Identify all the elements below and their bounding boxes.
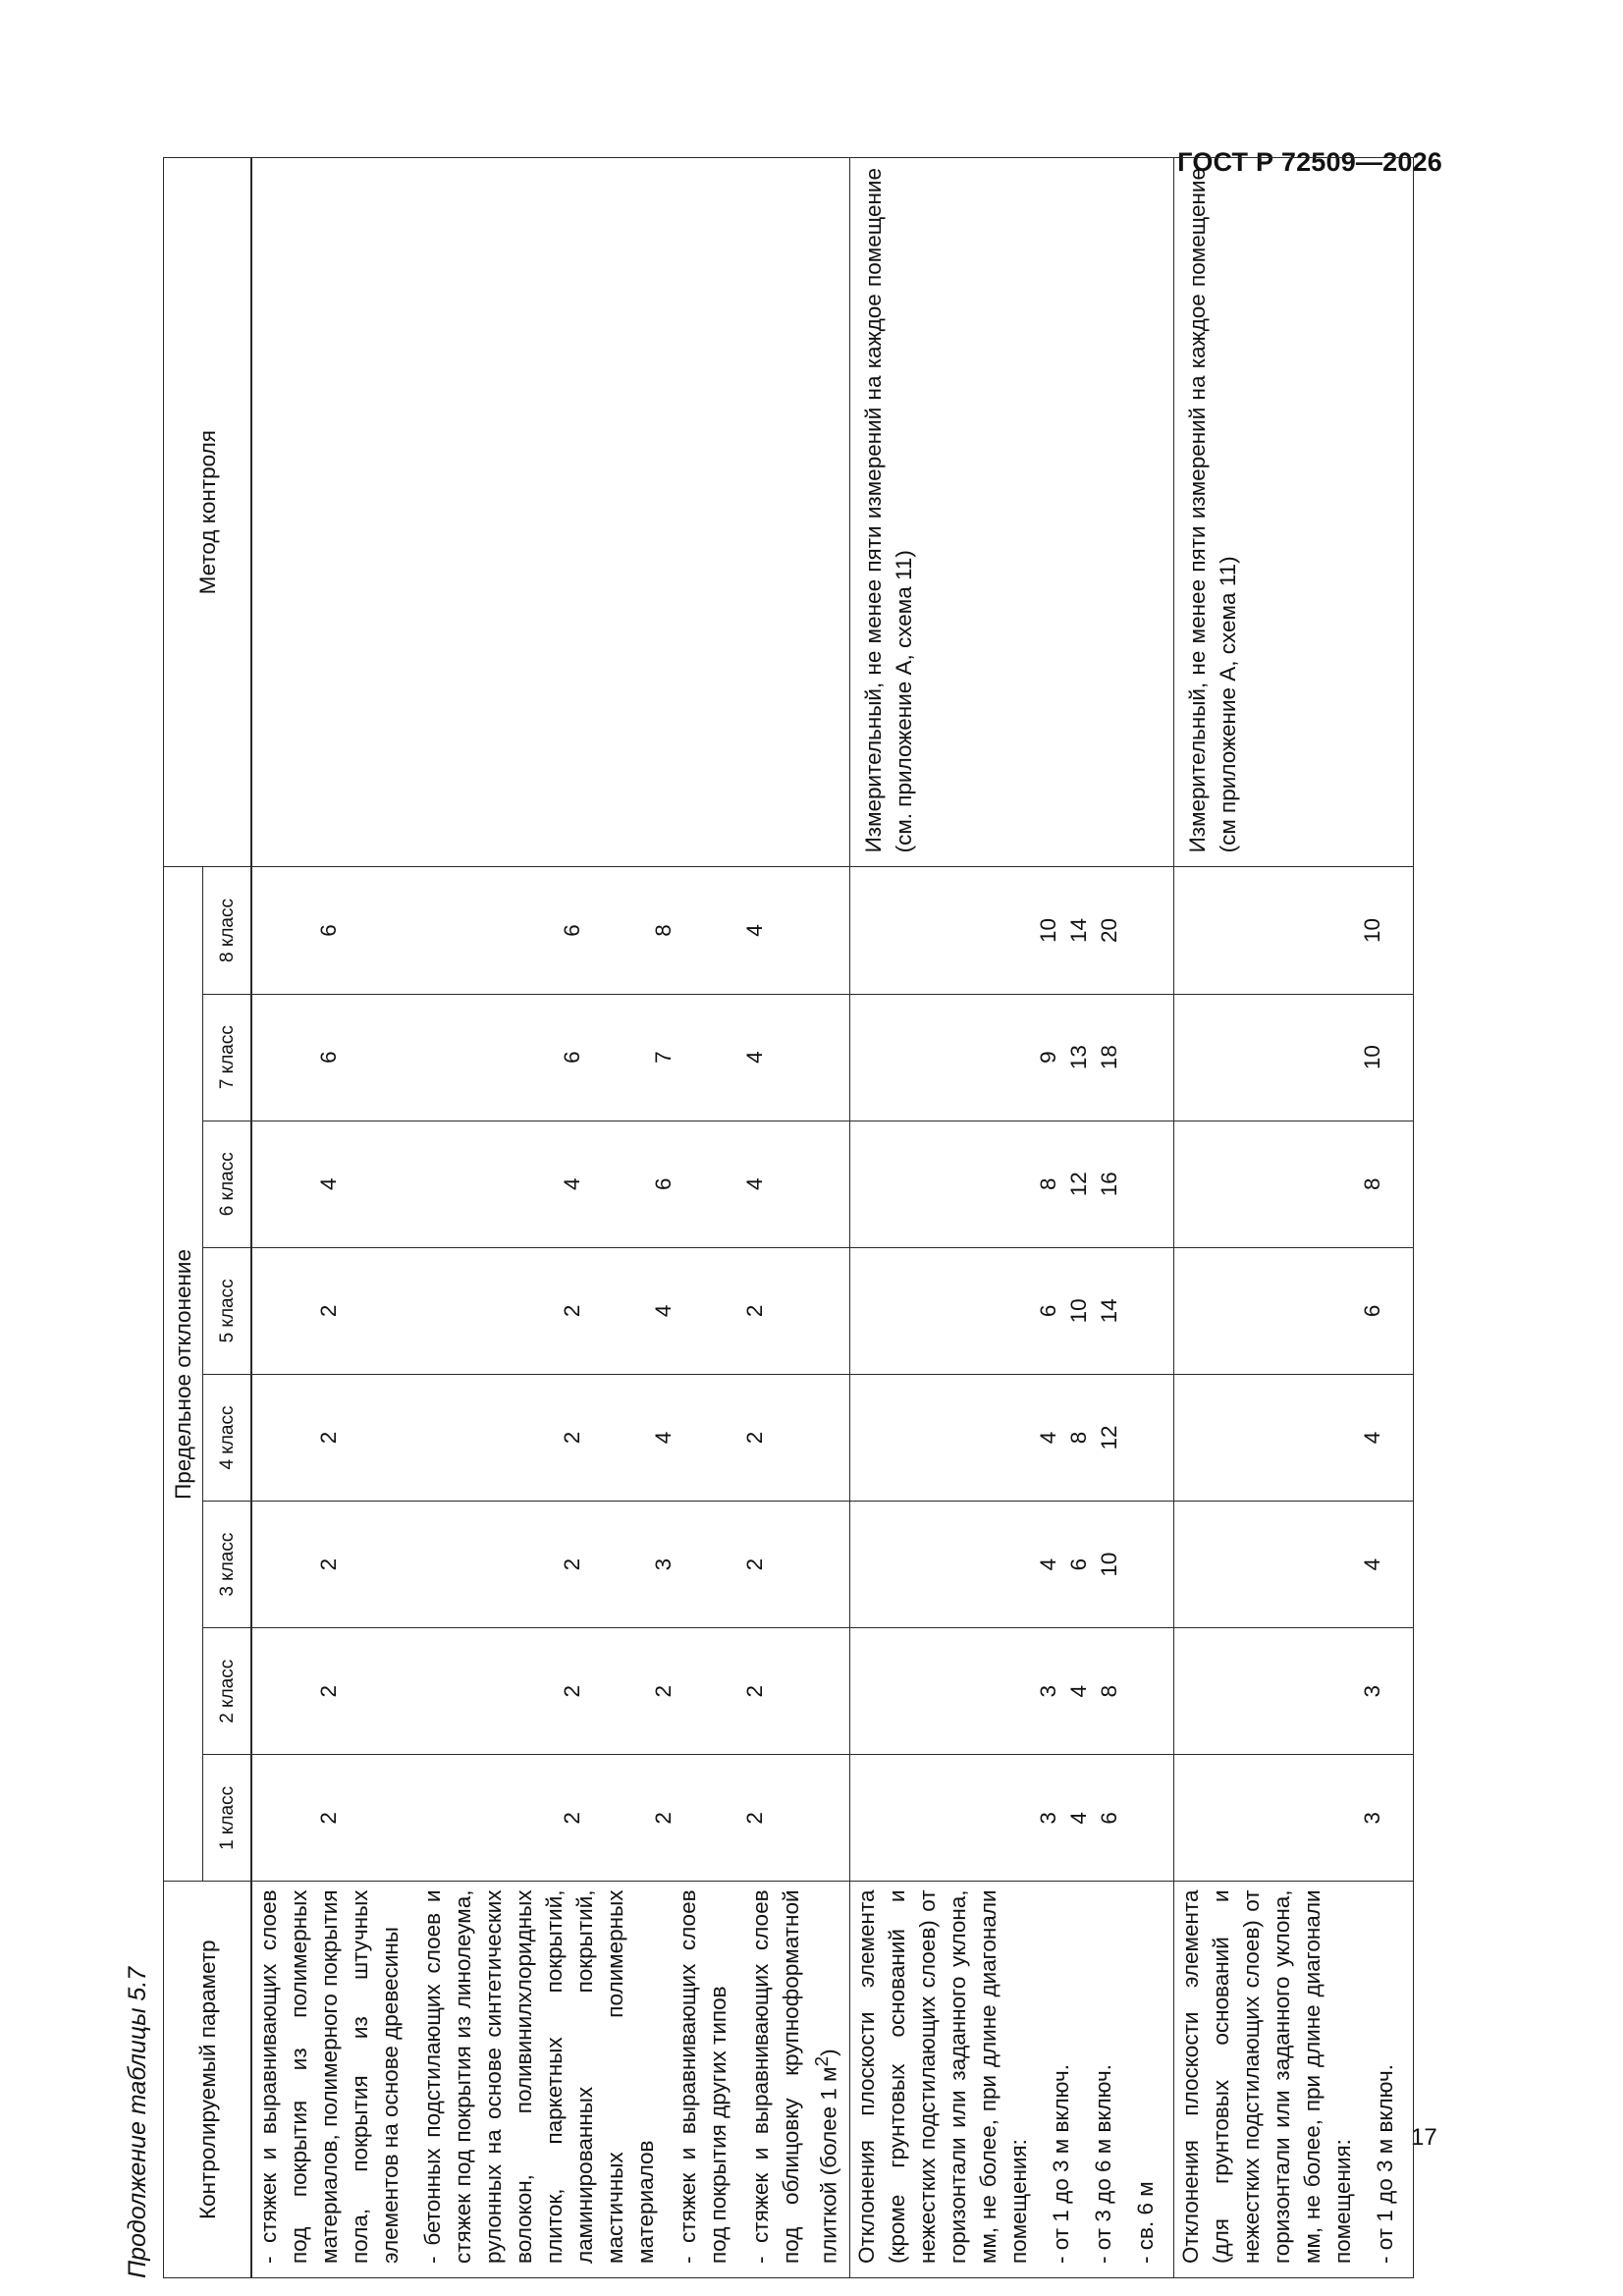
param-text: Отклонения плоскости элемента (для грунтовых оснований и нежестких подстилающих слоев) от горизонтали или заданного уклона, мм, не более, при длине диагонали помещения: xyxy=(1178,1889,1355,2264)
value-cell: 4 xyxy=(742,924,767,937)
value-cell: 18 xyxy=(1097,1045,1121,1070)
value-cell: 2 xyxy=(651,1685,676,1698)
value-cell: 6 xyxy=(560,1051,584,1064)
table-row xyxy=(1174,158,1414,2278)
value-cell: 7 xyxy=(651,1051,676,1064)
value-cell: 2 xyxy=(560,1431,584,1445)
param-text: - бетонных подстилающих слоев и стяжек под покрытия из линолеума, рулонных на основе синтетических волокон, поливинилхлоридных плиток, паркетных покрытий, ламинированных покрытий, мастичных полимерных материалов xyxy=(420,1889,658,2264)
deviation-column-header: Предельное отклонение xyxy=(164,867,203,1882)
value-cell: 2 xyxy=(742,1685,767,1698)
class-header: 8 класс xyxy=(203,867,251,994)
document-header: ГОСТ Р 72509—2026 xyxy=(1177,147,1442,177)
value-cell: 3 xyxy=(1360,1812,1384,1825)
value-cell: 12 xyxy=(1066,1172,1091,1197)
value-cell: 3 xyxy=(1036,1685,1060,1698)
value-cell: 3 xyxy=(1360,1685,1384,1698)
value-cell: 4 xyxy=(651,1304,676,1318)
deviation-table xyxy=(163,157,1414,2278)
rotated-table-block xyxy=(110,136,1514,2278)
page-number: 17 xyxy=(1411,2124,1437,2151)
value-cell: 2 xyxy=(316,1558,341,1571)
range-label: - св. 6 м xyxy=(1133,2181,1158,2264)
value-cell: 10 xyxy=(1036,918,1060,944)
value-cell: 16 xyxy=(1097,1172,1121,1197)
range-label: - от 1 до 3 м включ. xyxy=(1373,2064,1397,2264)
value-cell: 8 xyxy=(1097,1685,1121,1698)
value-cell: 10 xyxy=(1360,918,1384,944)
value-cell: 9 xyxy=(1036,1051,1060,1064)
value-cell: 4 xyxy=(742,1177,767,1191)
table-caption: Продолжение таблицы 5.7 xyxy=(124,1966,151,2278)
value-cell: 4 xyxy=(1066,1812,1091,1825)
value-cell: 4 xyxy=(742,1051,767,1064)
class-header: 2 класс xyxy=(203,1628,251,1755)
class-header: 5 класс xyxy=(203,1247,251,1374)
value-cell: 2 xyxy=(316,1304,341,1318)
param-text: - стяжек и выравнивающих слоев под покрытия из полимерных материалов, полимерного покрытия пола, покрытия из штучных элементов на основе древесины xyxy=(256,1889,403,2264)
value-cell: 13 xyxy=(1066,1045,1091,1070)
value-cell: 4 xyxy=(1360,1431,1384,1445)
value-cell: 2 xyxy=(742,1558,767,1571)
value-cell: 10 xyxy=(1066,1298,1091,1324)
value-cell: 6 xyxy=(316,1051,341,1064)
value-cell: 6 xyxy=(1360,1304,1384,1318)
param-column-header: Контролируемый параметр xyxy=(164,1882,251,2278)
value-cell: 4 xyxy=(1036,1558,1060,1571)
value-cell: 2 xyxy=(560,1685,584,1698)
value-cell: 2 xyxy=(651,1812,676,1825)
value-cell: 4 xyxy=(1066,1685,1091,1698)
class-header: 7 класс xyxy=(203,994,251,1121)
class-header: 6 класс xyxy=(203,1121,251,1247)
value-cell: 20 xyxy=(1097,918,1121,944)
value-cell: 2 xyxy=(560,1558,584,1571)
range-label: - от 1 до 3 м включ. xyxy=(1049,2064,1073,2264)
class-header: 3 класс xyxy=(203,1502,251,1628)
value-cell: 4 xyxy=(651,1431,676,1445)
table-row xyxy=(252,158,850,2278)
method-column-header: Метод контроля xyxy=(164,158,251,867)
param-text: Отклонения плоскости элемента (кроме грунтовых оснований и нежестких подстилающих слоев) от горизонтали или заданного уклона, мм, не более, при длине диагонали помещения: xyxy=(854,1889,1031,2264)
value-cell: 2 xyxy=(316,1685,341,1698)
value-cell: 2 xyxy=(316,1812,341,1825)
value-cell: 10 xyxy=(1360,1045,1384,1070)
value-cell: 8 xyxy=(1360,1177,1384,1191)
value-cell: 6 xyxy=(1097,1812,1121,1825)
value-cell: 4 xyxy=(1360,1558,1384,1571)
value-cell: 2 xyxy=(742,1812,767,1825)
value-cell: 2 xyxy=(742,1431,767,1445)
value-cell: 4 xyxy=(316,1177,341,1191)
param-text: - стяжек и выравнивающих слоев под облицовку крупноформатной плиткой (более 1 $м^2$) xyxy=(748,1889,841,2264)
value-cell: 3 xyxy=(651,1558,676,1571)
value-cell: 14 xyxy=(1066,918,1091,944)
value-cell: 3 xyxy=(1036,1812,1060,1825)
value-cell: 2 xyxy=(316,1431,341,1445)
value-cell: 6 xyxy=(1066,1558,1091,1571)
value-cell: 2 xyxy=(560,1812,584,1825)
value-cell: 2 xyxy=(560,1304,584,1318)
value-cell: 6 xyxy=(651,1177,676,1191)
value-cell: 4 xyxy=(560,1177,584,1191)
value-cell: 12 xyxy=(1097,1425,1121,1450)
range-label: - от 3 до 6 м включ. xyxy=(1091,2064,1115,2264)
value-cell: 2 xyxy=(742,1304,767,1318)
param-text: - стяжек и выравнивающих слоев под покрытия других типов xyxy=(676,1889,730,2264)
value-cell: 10 xyxy=(1097,1552,1121,1577)
value-cell: 14 xyxy=(1097,1298,1121,1324)
value-cell: 8 xyxy=(1066,1431,1091,1445)
table-row xyxy=(850,158,1174,2278)
value-cell: 6 xyxy=(316,924,341,937)
value-cell: 6 xyxy=(1036,1304,1060,1318)
class-header: 1 класс xyxy=(203,1755,251,1882)
method-text: Измерительный, не менее пяти измерений на каждое помещение (см приложение А, схема 11) xyxy=(1174,158,1414,867)
method-text: Измерительный, не менее пяти измерений на каждое помещение (см. приложение А, схема 11) xyxy=(850,158,1174,867)
value-cell: 4 xyxy=(1036,1431,1060,1445)
value-cell: 8 xyxy=(1036,1177,1060,1191)
class-header: 4 класс xyxy=(203,1374,251,1501)
value-cell: 8 xyxy=(651,924,676,937)
value-cell: 6 xyxy=(560,924,584,937)
